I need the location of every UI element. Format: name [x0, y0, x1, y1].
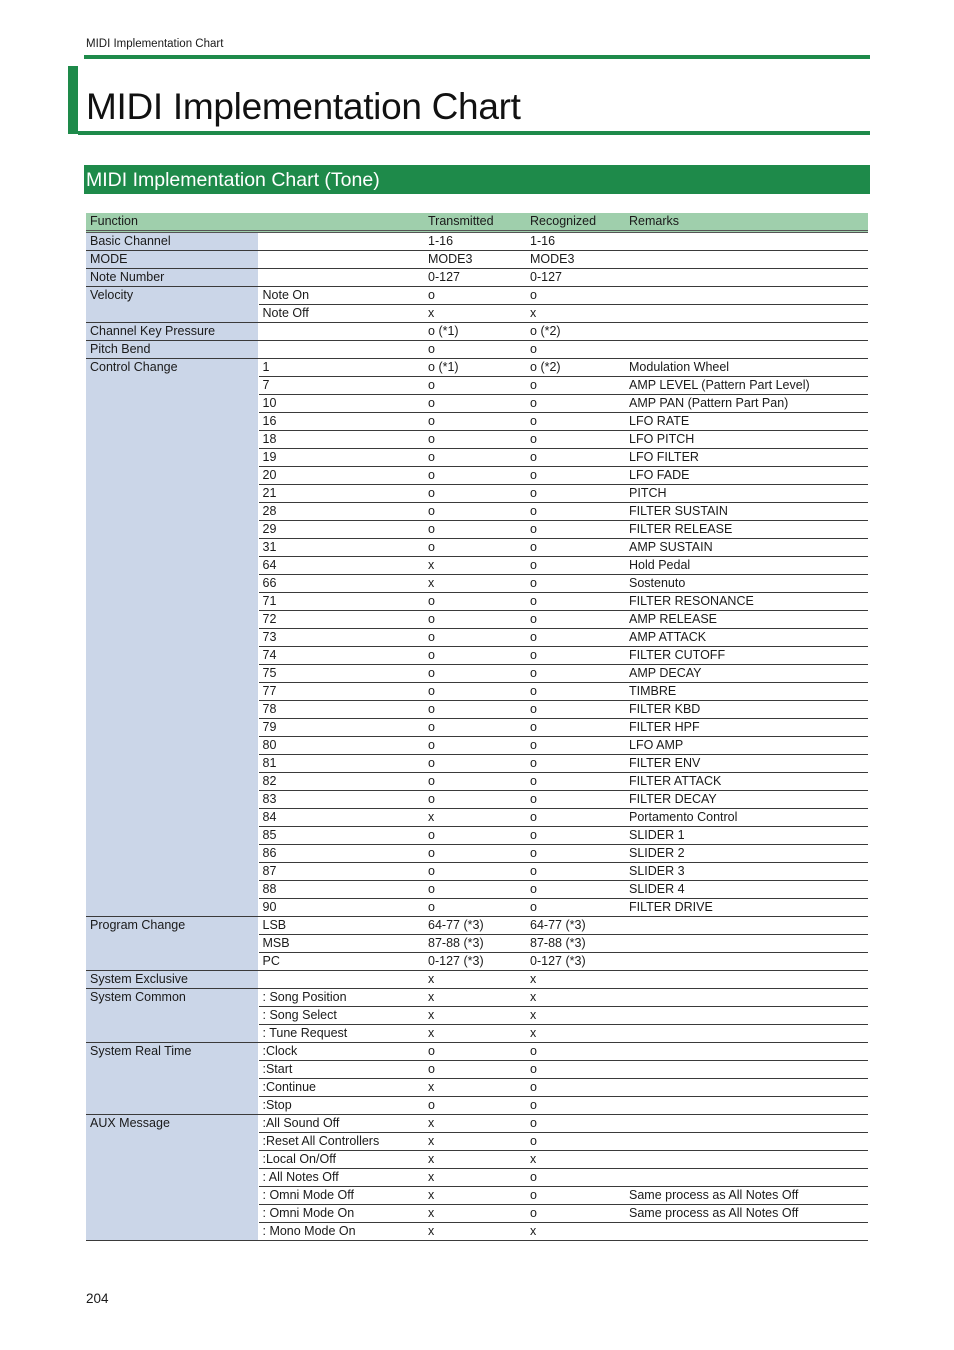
recognized-cell: 0-127 (*3) — [526, 953, 625, 971]
remarks-cell: SLIDER 3 — [625, 863, 868, 881]
section-title: MIDI Implementation Chart (Tone) — [86, 169, 380, 191]
transmitted-cell: o — [424, 647, 526, 665]
transmitted-cell: o — [424, 881, 526, 899]
item-cell: 75 — [258, 665, 424, 683]
remarks-cell — [625, 1097, 868, 1115]
item-cell: PC — [258, 953, 424, 971]
page-number: 204 — [86, 1291, 109, 1306]
remarks-cell: FILTER ATTACK — [625, 773, 868, 791]
remarks-cell — [625, 1133, 868, 1151]
function-cell: AUX Message — [86, 1115, 258, 1241]
transmitted-cell: o — [424, 395, 526, 413]
remarks-cell: FILTER HPF — [625, 719, 868, 737]
recognized-cell: MODE3 — [526, 251, 625, 269]
item-cell: Note Off — [258, 305, 424, 323]
recognized-cell: o — [526, 593, 625, 611]
transmitted-cell: x — [424, 1169, 526, 1187]
transmitted-cell: x — [424, 971, 526, 989]
transmitted-cell: x — [424, 1205, 526, 1223]
item-cell: 77 — [258, 683, 424, 701]
remarks-cell: AMP LEVEL (Pattern Part Level) — [625, 377, 868, 395]
recognized-cell: o — [526, 1043, 625, 1061]
recognized-cell: 64-77 (*3) — [526, 917, 625, 935]
function-cell: Note Number — [86, 269, 258, 287]
recognized-cell: o — [526, 755, 625, 773]
title-accent-bar — [68, 66, 78, 134]
transmitted-cell: o — [424, 683, 526, 701]
transmitted-cell: x — [424, 575, 526, 593]
item-cell: 74 — [258, 647, 424, 665]
recognized-cell: o — [526, 539, 625, 557]
transmitted-cell: x — [424, 989, 526, 1007]
remarks-cell: AMP DECAY — [625, 665, 868, 683]
recognized-cell: o — [526, 845, 625, 863]
recognized-cell: o — [526, 413, 625, 431]
transmitted-cell: x — [424, 1025, 526, 1043]
function-cell: System Exclusive — [86, 971, 258, 989]
item-cell: 82 — [258, 773, 424, 791]
remarks-cell: FILTER CUTOFF — [625, 647, 868, 665]
transmitted-cell: o — [424, 431, 526, 449]
item-cell: : Mono Mode On — [258, 1223, 424, 1241]
recognized-cell: o — [526, 557, 625, 575]
header-transmitted: Transmitted — [424, 213, 526, 232]
remarks-cell: AMP SUSTAIN — [625, 539, 868, 557]
transmitted-cell: o — [424, 1061, 526, 1079]
transmitted-cell: o — [424, 449, 526, 467]
item-cell — [258, 232, 424, 251]
item-cell: : Tune Request — [258, 1025, 424, 1043]
remarks-cell — [625, 251, 868, 269]
recognized-cell: o — [526, 1097, 625, 1115]
recognized-cell: o — [526, 683, 625, 701]
transmitted-cell: o — [424, 593, 526, 611]
transmitted-cell: o — [424, 773, 526, 791]
remarks-cell: TIMBRE — [625, 683, 868, 701]
remarks-cell: Hold Pedal — [625, 557, 868, 575]
transmitted-cell: o (*1) — [424, 359, 526, 377]
recognized-cell: o — [526, 881, 625, 899]
item-cell — [258, 323, 424, 341]
transmitted-cell: o — [424, 611, 526, 629]
recognized-cell: x — [526, 1007, 625, 1025]
remarks-cell: LFO AMP — [625, 737, 868, 755]
transmitted-cell: o — [424, 629, 526, 647]
transmitted-cell: x — [424, 1007, 526, 1025]
item-cell: 20 — [258, 467, 424, 485]
recognized-cell: o — [526, 395, 625, 413]
function-cell: Pitch Bend — [86, 341, 258, 359]
table-row — [86, 989, 868, 1007]
remarks-cell: FILTER RESONANCE — [625, 593, 868, 611]
item-cell: 18 — [258, 431, 424, 449]
item-cell: :All Sound Off — [258, 1115, 424, 1133]
remarks-cell: Portamento Control — [625, 809, 868, 827]
remarks-cell: LFO RATE — [625, 413, 868, 431]
transmitted-cell: o — [424, 1043, 526, 1061]
transmitted-cell: 0-127 (*3) — [424, 953, 526, 971]
transmitted-cell: x — [424, 809, 526, 827]
recognized-cell: o — [526, 701, 625, 719]
transmitted-cell: o — [424, 827, 526, 845]
remarks-cell: AMP RELEASE — [625, 611, 868, 629]
remarks-cell: FILTER RELEASE — [625, 521, 868, 539]
item-cell: 66 — [258, 575, 424, 593]
recognized-cell: o — [526, 485, 625, 503]
recognized-cell: o (*2) — [526, 359, 625, 377]
remarks-cell — [625, 1115, 868, 1133]
item-cell: 19 — [258, 449, 424, 467]
table-row — [86, 341, 868, 359]
remarks-cell — [625, 269, 868, 287]
recognized-cell: o — [526, 1079, 625, 1097]
item-cell: 7 — [258, 377, 424, 395]
item-cell: :Reset All Controllers — [258, 1133, 424, 1151]
remarks-cell — [625, 341, 868, 359]
transmitted-cell: o — [424, 467, 526, 485]
remarks-cell: Same process as All Notes Off — [625, 1205, 868, 1223]
table-row — [86, 269, 868, 287]
item-cell: 78 — [258, 701, 424, 719]
remarks-cell — [625, 232, 868, 251]
function-cell: MODE — [86, 251, 258, 269]
transmitted-cell: o — [424, 863, 526, 881]
function-cell: Basic Channel — [86, 232, 258, 251]
recognized-cell: o — [526, 1061, 625, 1079]
transmitted-cell: x — [424, 1115, 526, 1133]
remarks-cell — [625, 935, 868, 953]
remarks-cell: SLIDER 4 — [625, 881, 868, 899]
remarks-cell: FILTER KBD — [625, 701, 868, 719]
item-cell: 64 — [258, 557, 424, 575]
item-cell: 10 — [258, 395, 424, 413]
recognized-cell: o — [526, 809, 625, 827]
recognized-cell: o — [526, 791, 625, 809]
remarks-cell — [625, 1079, 868, 1097]
transmitted-cell: 87-88 (*3) — [424, 935, 526, 953]
remarks-cell: FILTER SUSTAIN — [625, 503, 868, 521]
item-cell: 79 — [258, 719, 424, 737]
item-cell: 71 — [258, 593, 424, 611]
item-cell: 73 — [258, 629, 424, 647]
recognized-cell: o — [526, 1205, 625, 1223]
item-cell: 72 — [258, 611, 424, 629]
transmitted-cell: 64-77 (*3) — [424, 917, 526, 935]
recognized-cell: o — [526, 773, 625, 791]
transmitted-cell: x — [424, 305, 526, 323]
remarks-cell: Sostenuto — [625, 575, 868, 593]
remarks-cell: FILTER DRIVE — [625, 899, 868, 917]
remarks-cell: FILTER ENV — [625, 755, 868, 773]
transmitted-cell: o — [424, 413, 526, 431]
recognized-cell: o — [526, 647, 625, 665]
item-cell: 84 — [258, 809, 424, 827]
function-cell: Program Change — [86, 917, 258, 971]
item-cell: 85 — [258, 827, 424, 845]
remarks-cell: AMP ATTACK — [625, 629, 868, 647]
transmitted-cell: x — [424, 1223, 526, 1241]
header-function: Function — [86, 213, 424, 232]
remarks-cell: SLIDER 1 — [625, 827, 868, 845]
item-cell: MSB — [258, 935, 424, 953]
item-cell: 81 — [258, 755, 424, 773]
table-row — [86, 251, 868, 269]
recognized-cell: o — [526, 737, 625, 755]
recognized-cell: x — [526, 1025, 625, 1043]
item-cell: :Local On/Off — [258, 1151, 424, 1169]
transmitted-cell: x — [424, 1079, 526, 1097]
transmitted-cell: o — [424, 899, 526, 917]
item-cell: 1 — [258, 359, 424, 377]
remarks-cell — [625, 1043, 868, 1061]
remarks-cell: AMP PAN (Pattern Part Pan) — [625, 395, 868, 413]
remarks-cell — [625, 1223, 868, 1241]
remarks-cell — [625, 953, 868, 971]
header-remarks: Remarks — [625, 213, 868, 232]
function-cell: System Common — [86, 989, 258, 1043]
table-row — [86, 287, 868, 305]
item-cell — [258, 269, 424, 287]
table-row — [86, 232, 868, 251]
page-title: MIDI Implementation Chart — [86, 86, 521, 127]
remarks-cell — [625, 1169, 868, 1187]
recognized-cell: o — [526, 1169, 625, 1187]
recognized-cell: o — [526, 1187, 625, 1205]
recognized-cell: o — [526, 503, 625, 521]
recognized-cell: o — [526, 1115, 625, 1133]
transmitted-cell: x — [424, 557, 526, 575]
function-cell: System Real Time — [86, 1043, 258, 1115]
recognized-cell: o — [526, 575, 625, 593]
item-cell: :Start — [258, 1061, 424, 1079]
transmitted-cell: x — [424, 1151, 526, 1169]
item-cell: 88 — [258, 881, 424, 899]
remarks-cell: FILTER DECAY — [625, 791, 868, 809]
recognized-cell: o — [526, 521, 625, 539]
item-cell: LSB — [258, 917, 424, 935]
transmitted-cell: MODE3 — [424, 251, 526, 269]
recognized-cell: o — [526, 665, 625, 683]
item-cell: : All Notes Off — [258, 1169, 424, 1187]
item-cell: :Stop — [258, 1097, 424, 1115]
remarks-cell: PITCH — [625, 485, 868, 503]
recognized-cell: x — [526, 1151, 625, 1169]
item-cell: : Omni Mode On — [258, 1205, 424, 1223]
recognized-cell: o — [526, 611, 625, 629]
transmitted-cell: o — [424, 737, 526, 755]
item-cell: 28 — [258, 503, 424, 521]
header-recognized: Recognized — [526, 213, 625, 232]
item-cell: 83 — [258, 791, 424, 809]
transmitted-cell: o — [424, 701, 526, 719]
item-cell: :Continue — [258, 1079, 424, 1097]
remarks-cell: LFO FILTER — [625, 449, 868, 467]
transmitted-cell: o — [424, 287, 526, 305]
transmitted-cell: o (*1) — [424, 323, 526, 341]
table-body — [86, 232, 868, 1241]
recognized-cell: o — [526, 899, 625, 917]
remarks-cell: LFO PITCH — [625, 431, 868, 449]
item-cell: 90 — [258, 899, 424, 917]
item-cell: 16 — [258, 413, 424, 431]
transmitted-cell: 1-16 — [424, 232, 526, 251]
table-row — [86, 971, 868, 989]
remarks-cell — [625, 323, 868, 341]
transmitted-cell: o — [424, 521, 526, 539]
table-row — [86, 359, 868, 377]
recognized-cell: 1-16 — [526, 232, 625, 251]
transmitted-cell: 0-127 — [424, 269, 526, 287]
recognized-cell: o — [526, 1133, 625, 1151]
transmitted-cell: o — [424, 539, 526, 557]
table-row — [86, 917, 868, 935]
recognized-cell: o — [526, 431, 625, 449]
remarks-cell — [625, 1061, 868, 1079]
recognized-cell: o — [526, 467, 625, 485]
table-row — [86, 323, 868, 341]
table-header-row — [86, 213, 868, 232]
transmitted-cell: o — [424, 719, 526, 737]
recognized-cell: o — [526, 449, 625, 467]
recognized-cell: o — [526, 827, 625, 845]
remarks-cell — [625, 917, 868, 935]
transmitted-cell: o — [424, 377, 526, 395]
function-cell: Control Change — [86, 359, 258, 917]
recognized-cell: x — [526, 989, 625, 1007]
recognized-cell: o — [526, 287, 625, 305]
item-cell — [258, 971, 424, 989]
transmitted-cell: o — [424, 485, 526, 503]
item-cell: :Clock — [258, 1043, 424, 1061]
item-cell — [258, 251, 424, 269]
remarks-cell — [625, 1007, 868, 1025]
recognized-cell: x — [526, 305, 625, 323]
header-rule — [84, 55, 870, 59]
remarks-cell: Same process as All Notes Off — [625, 1187, 868, 1205]
item-cell: 87 — [258, 863, 424, 881]
transmitted-cell: o — [424, 845, 526, 863]
remarks-cell — [625, 1025, 868, 1043]
table-row — [86, 1115, 868, 1133]
recognized-cell: x — [526, 971, 625, 989]
recognized-cell: o — [526, 341, 625, 359]
recognized-cell: o — [526, 629, 625, 647]
item-cell: 21 — [258, 485, 424, 503]
transmitted-cell: o — [424, 755, 526, 773]
item-cell: 29 — [258, 521, 424, 539]
transmitted-cell: o — [424, 791, 526, 809]
item-cell: : Song Select — [258, 1007, 424, 1025]
remarks-cell — [625, 305, 868, 323]
remarks-cell — [625, 971, 868, 989]
item-cell — [258, 341, 424, 359]
recognized-cell: o — [526, 377, 625, 395]
transmitted-cell: x — [424, 1187, 526, 1205]
function-cell: Channel Key Pressure — [86, 323, 258, 341]
running-head: MIDI Implementation Chart — [86, 38, 224, 50]
transmitted-cell: o — [424, 341, 526, 359]
remarks-cell: LFO FADE — [625, 467, 868, 485]
recognized-cell: 87-88 (*3) — [526, 935, 625, 953]
remarks-cell — [625, 989, 868, 1007]
recognized-cell: x — [526, 1223, 625, 1241]
recognized-cell: o — [526, 863, 625, 881]
remarks-cell — [625, 287, 868, 305]
item-cell: : Song Position — [258, 989, 424, 1007]
recognized-cell: o (*2) — [526, 323, 625, 341]
transmitted-cell: o — [424, 1097, 526, 1115]
transmitted-cell: o — [424, 665, 526, 683]
item-cell: : Omni Mode Off — [258, 1187, 424, 1205]
table-row — [86, 1043, 868, 1061]
transmitted-cell: o — [424, 503, 526, 521]
remarks-cell: Modulation Wheel — [625, 359, 868, 377]
recognized-cell: 0-127 — [526, 269, 625, 287]
recognized-cell: o — [526, 719, 625, 737]
item-cell: 86 — [258, 845, 424, 863]
transmitted-cell: x — [424, 1133, 526, 1151]
item-cell: Note On — [258, 287, 424, 305]
remarks-cell: SLIDER 2 — [625, 845, 868, 863]
remarks-cell — [625, 1151, 868, 1169]
function-cell: Velocity — [86, 287, 258, 323]
title-rule — [78, 131, 870, 135]
item-cell: 80 — [258, 737, 424, 755]
item-cell: 31 — [258, 539, 424, 557]
midi-implementation-table — [86, 213, 868, 1241]
